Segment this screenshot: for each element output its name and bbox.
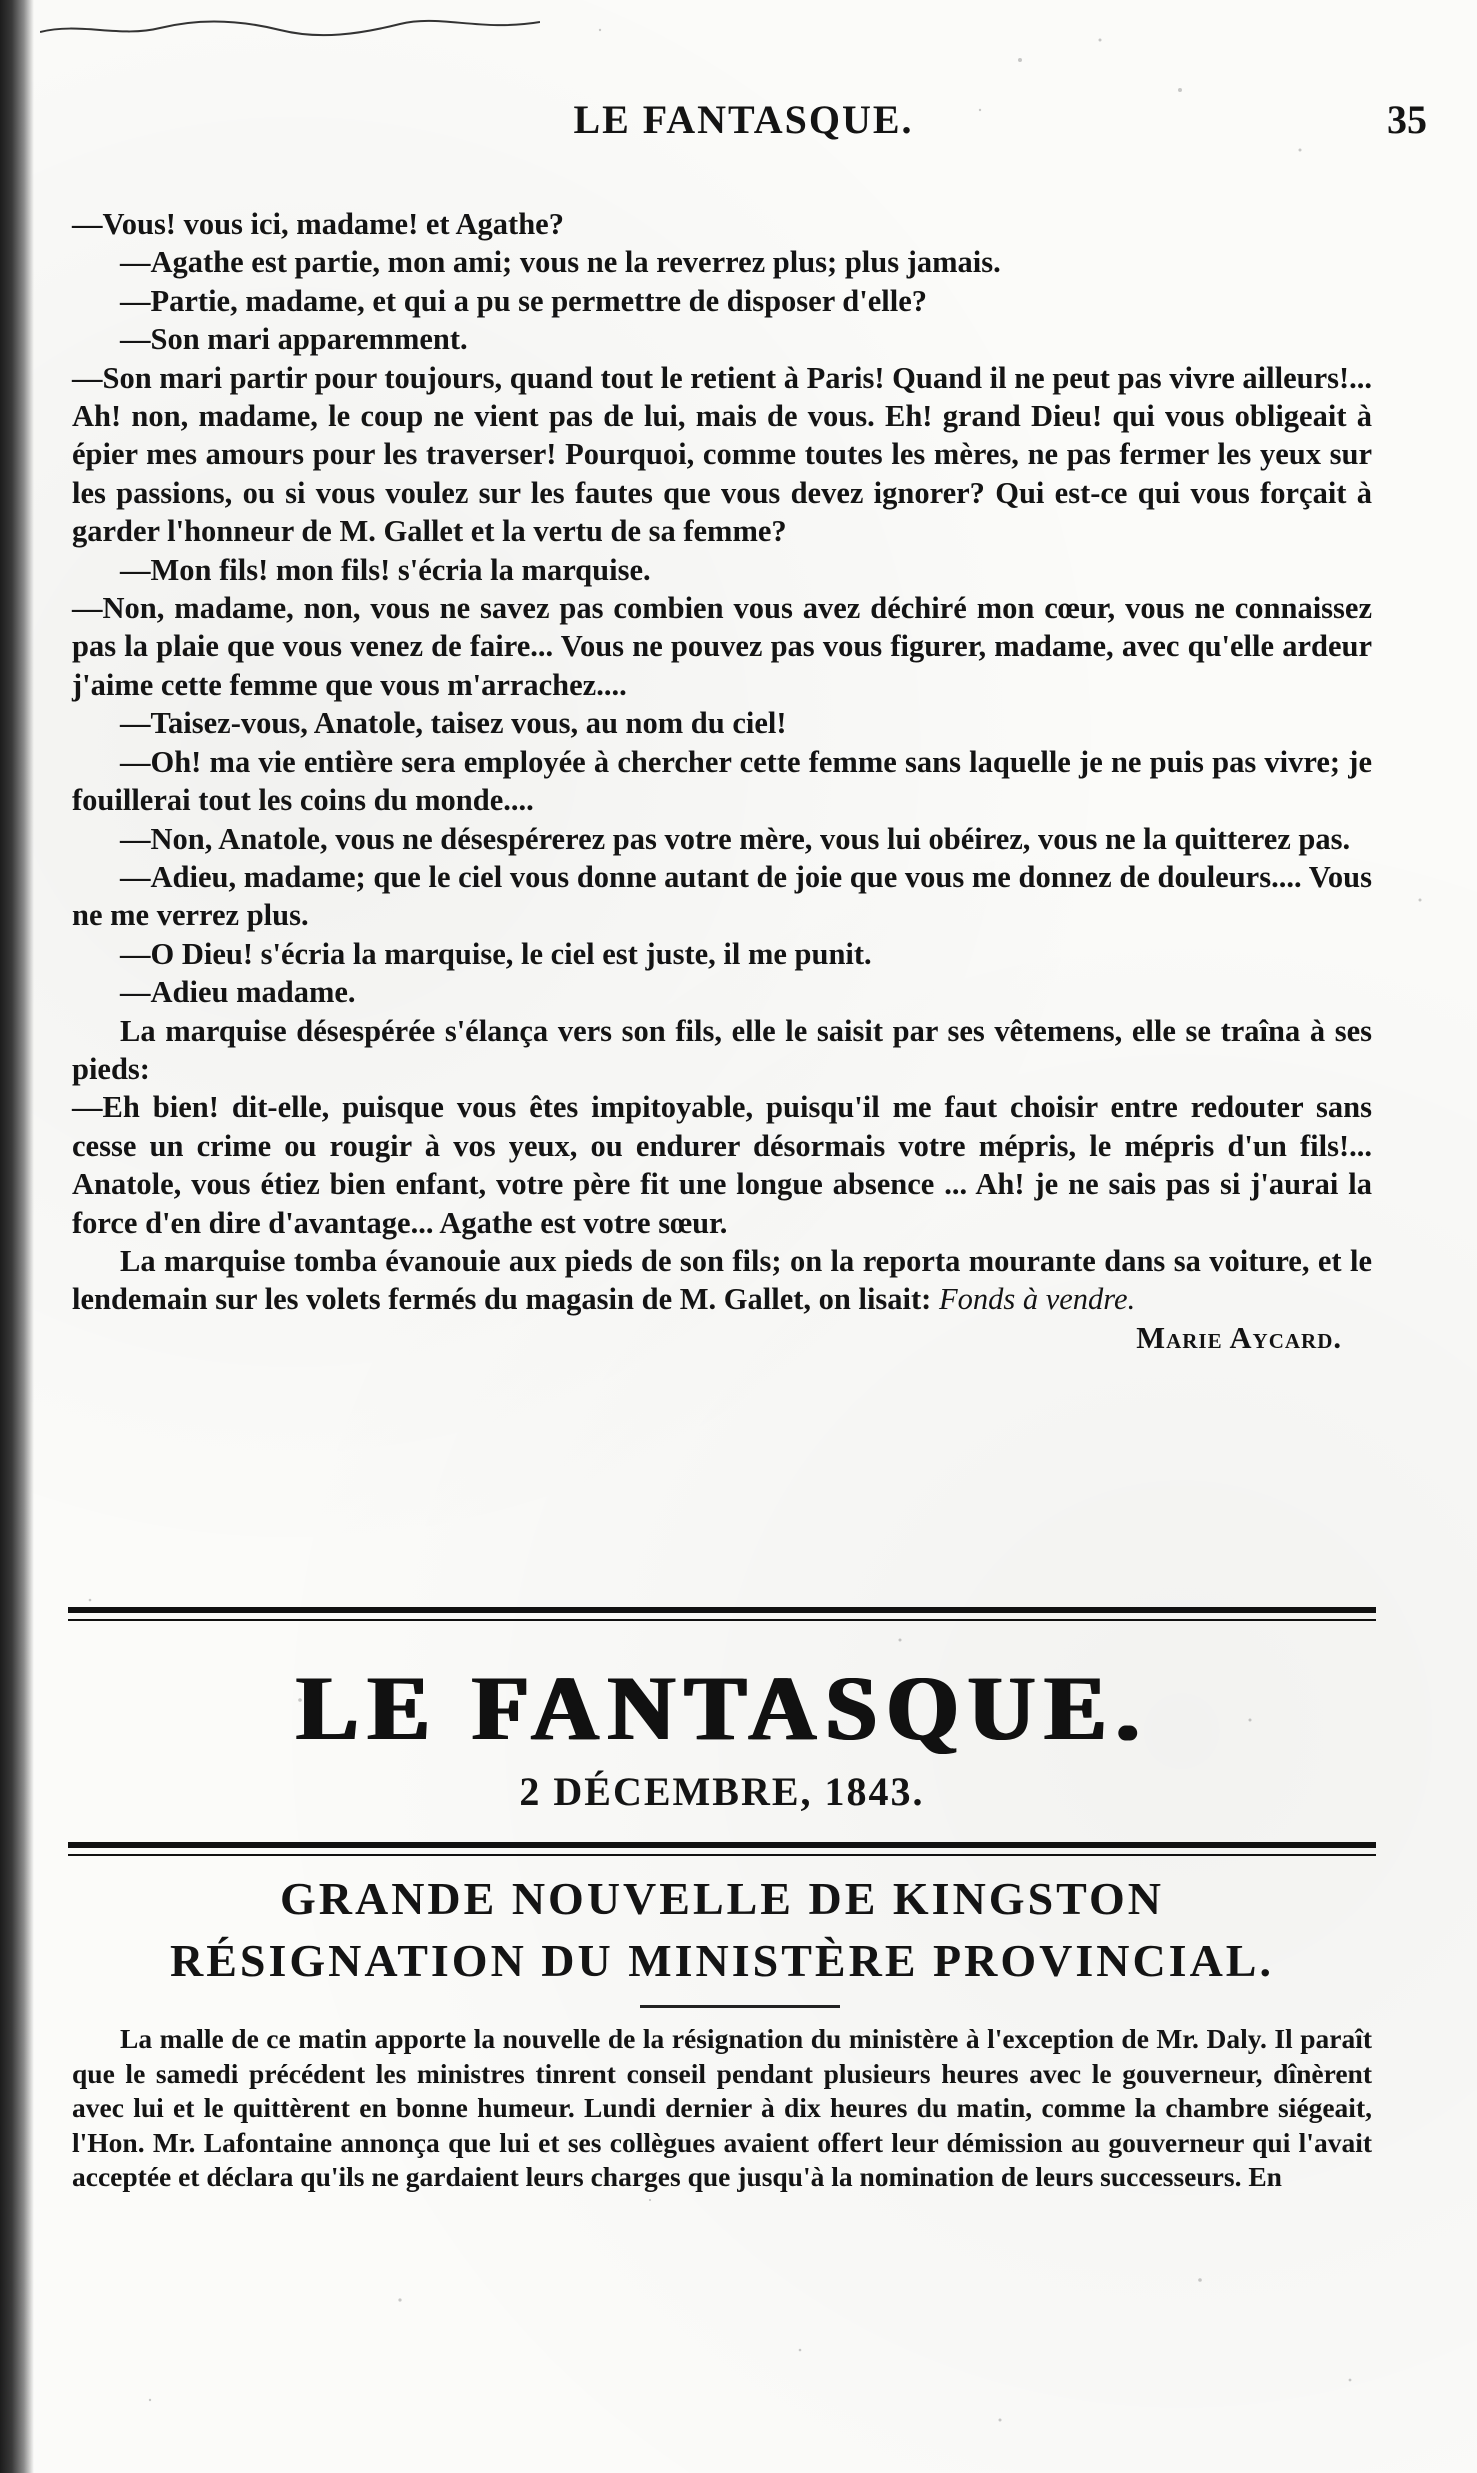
ink-scribble <box>40 14 540 44</box>
story-paragraph: —Son mari apparemment. <box>120 322 468 357</box>
author-signature: Marie Aycard. <box>1136 1320 1342 1355</box>
news-paragraph: La malle de ce matin apporte la nouvelle de la résignation du ministère à l'exception de Mr. Daly. Il paraît que le samedi précédent les ministres tinrent conseil pendant plusieurs heures avec le gouverneur, dînèrent avec lui et le quittèrent en bonne humeur. Lundi dernier à dix heures du matin, comme la chambre siégeait, l'Hon. Mr. Lafontaine annonça que lui et ses collègues avaient offert leur démission au gouverneur qui l'avait acceptée et déclara qu'ils ne gardaient leurs charges que jusqu'à la nomination de leurs successeurs. En <box>72 2023 1372 2192</box>
running-title: LE FANTASQUE. <box>573 97 914 142</box>
masthead-date: 2 DÉCEMBRE, 1843. <box>519 1769 925 1814</box>
story-paragraph: —Non, madame, non, vous ne savez pas combien vous avez déchiré mon cœur, vous ne connaissez pas la plaie que vous venez de faire... Vous ne pouvez pas vous figurer, madame, avec qu'elle ardeur j'aime cette femme que vous m'arrachez.... <box>72 591 1372 702</box>
story-paragraph: —Taisez-vous, Anatole, taisez vous, au nom du ciel! <box>120 706 787 741</box>
running-header <box>60 96 1427 146</box>
story-paragraph: —O Dieu! s'écria la marquise, le ciel est juste, il me punit. <box>120 936 872 971</box>
story-paragraph: —Agathe est partie, mon ami; vous ne la reverrez plus; plus jamais. <box>120 245 1001 280</box>
story-paragraph: —Vous! vous ici, madame! et Agathe? <box>72 207 564 241</box>
story-paragraph: —Mon fils! mon fils! s'écria la marquise. <box>120 552 651 587</box>
closing-italic: Fonds à vendre. <box>938 1282 1136 1317</box>
news-headline: GRANDE NOUVELLE DE KINGSTON <box>279 1873 1165 1924</box>
page-binding-shadow <box>0 0 34 2473</box>
story-paragraph <box>72 1242 1372 1319</box>
news-subheadline: RÉSIGNATION DU MINISTÈRE PROVINCIAL. <box>170 1935 1274 1986</box>
story-paragraph: —Adieu, madame; que le ciel vous donne autant de joie que vous me donnez de douleurs.... Vous ne me verrez plus. <box>72 859 1372 933</box>
short-rule <box>640 2005 840 2008</box>
story-paragraph-text: La marquise tomba évanouie aux pieds de son fils; on la reporta mourante dans sa voiture, et le lendemain sur les volets fermés du magasin de M. Gallet, on lisait: <box>72 1243 1372 1317</box>
story-paragraph: —Oh! ma vie entière sera employée à chercher cette femme sans laquelle je ne puis pas vivre; je fouillerai tout les coins du monde.... <box>72 744 1372 818</box>
story-paragraph: —Non, Anatole, vous ne désespérerez pas votre mère, vous lui obéirez, vous ne la quitterez pas. <box>120 821 1351 856</box>
story-paragraph: —Eh bien! dit-elle, puisque vous êtes impitoyable, puisqu'il me faut choisir entre redouter sans cesse un crime ou rougir à vos yeux, ou endurer désormais votre mépris, le mépris d'un fils!... Anatole, vous étiez bien enfant, votre père fit une longue absence ... Ah! je ne sais pas si j'aurai la force d'en dire d'avantage... Agathe est votre sœur. <box>72 1090 1372 1240</box>
story-paragraph: —Adieu madame. <box>120 975 356 1010</box>
masthead-title: LE FANTASQUE. <box>295 1657 1149 1759</box>
story-paragraph: —Son mari partir pour toujours, quand tout le retient à Paris! Quand il ne peut pas vivre ailleurs!... Ah! non, madame, le coup ne vient pas de lui, mais de vous. Eh! grand Dieu! qui vous obligeait à épier mes amours pour les traverser! Pourquoi, comme toutes les mères, ne pas fermer les yeux sur les passions, ou si vous voulez sur les fautes que vous devez ignorer? Qui est-ce qui vous forçait à garder l'honneur de M. Gallet et la vertu de sa femme? <box>72 360 1373 549</box>
double-rule <box>68 1607 1376 1621</box>
story-text <box>72 205 1372 1357</box>
news-body <box>72 2022 1372 2195</box>
page-number: 35 <box>1387 97 1427 142</box>
double-rule <box>68 1842 1376 1856</box>
story-paragraph: La marquise désespérée s'élança vers son fils, elle le saisit par ses vêtemens, elle se traîna à ses pieds: <box>72 1013 1372 1086</box>
story-paragraph: —Partie, madame, et qui a pu se permettre de disposer d'elle? <box>120 283 928 318</box>
